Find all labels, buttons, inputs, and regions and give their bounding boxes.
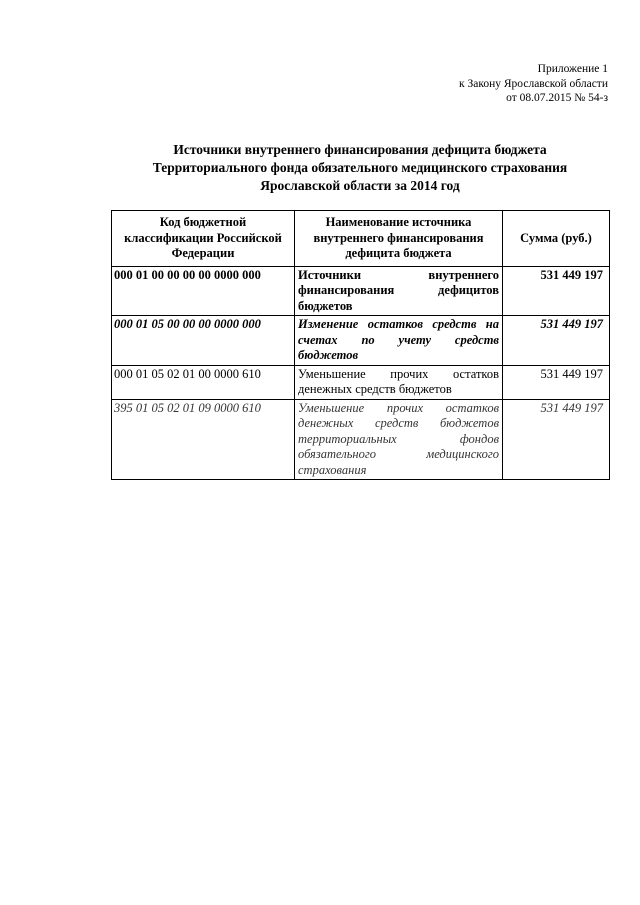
title-line-2: Территориального фонда обязательного медицинского страхования bbox=[152, 160, 568, 175]
row-sum: 531 449 197 bbox=[503, 316, 610, 366]
row-sum: 531 449 197 bbox=[503, 399, 610, 480]
appendix-line-1: Приложение 1 bbox=[537, 63, 608, 75]
appendix-note bbox=[459, 62, 608, 106]
row-sum: 531 449 197 bbox=[503, 365, 610, 399]
row-code: 000 01 05 02 01 00 0000 610 bbox=[112, 365, 295, 399]
table-row bbox=[112, 399, 610, 480]
row-name: Источники внутреннего финансирования дефицитов бюджетов bbox=[295, 266, 503, 316]
document-title bbox=[100, 141, 620, 195]
header-sum: Сумма (руб.) bbox=[503, 211, 610, 267]
header-name: Наименование источника внутреннего финансирования дефицита бюджета bbox=[295, 211, 503, 267]
table-row bbox=[112, 316, 610, 366]
title-line-1: Источники внутреннего финансирования дефицита бюджета bbox=[173, 142, 547, 157]
row-code: 000 01 05 00 00 00 0000 000 bbox=[112, 316, 295, 366]
table-row bbox=[112, 266, 610, 316]
title-line-3: Ярославской области за 2014 год bbox=[260, 178, 460, 193]
header-code: Код бюджетной классификации Российской Федерации bbox=[112, 211, 295, 267]
row-code: 395 01 05 02 01 09 0000 610 bbox=[112, 399, 295, 480]
row-code: 000 01 00 00 00 00 0000 000 bbox=[112, 266, 295, 316]
financing-sources-table bbox=[111, 210, 610, 480]
appendix-line-3: от 08.07.2015 № 54-з bbox=[506, 92, 608, 104]
row-name: Уменьшение прочих остатков денежных средств бюджетов bbox=[295, 365, 503, 399]
table-header-row bbox=[112, 211, 610, 267]
row-name: Уменьшение прочих остатков денежных средств бюджетов территориальных фондов обязательного медицинского страхования bbox=[295, 399, 503, 480]
row-name: Изменение остатков средств на счетах по учету средств бюджетов bbox=[295, 316, 503, 366]
appendix-line-2: к Закону Ярославской области bbox=[459, 77, 608, 90]
row-sum: 531 449 197 bbox=[503, 266, 610, 316]
table-row bbox=[112, 365, 610, 399]
